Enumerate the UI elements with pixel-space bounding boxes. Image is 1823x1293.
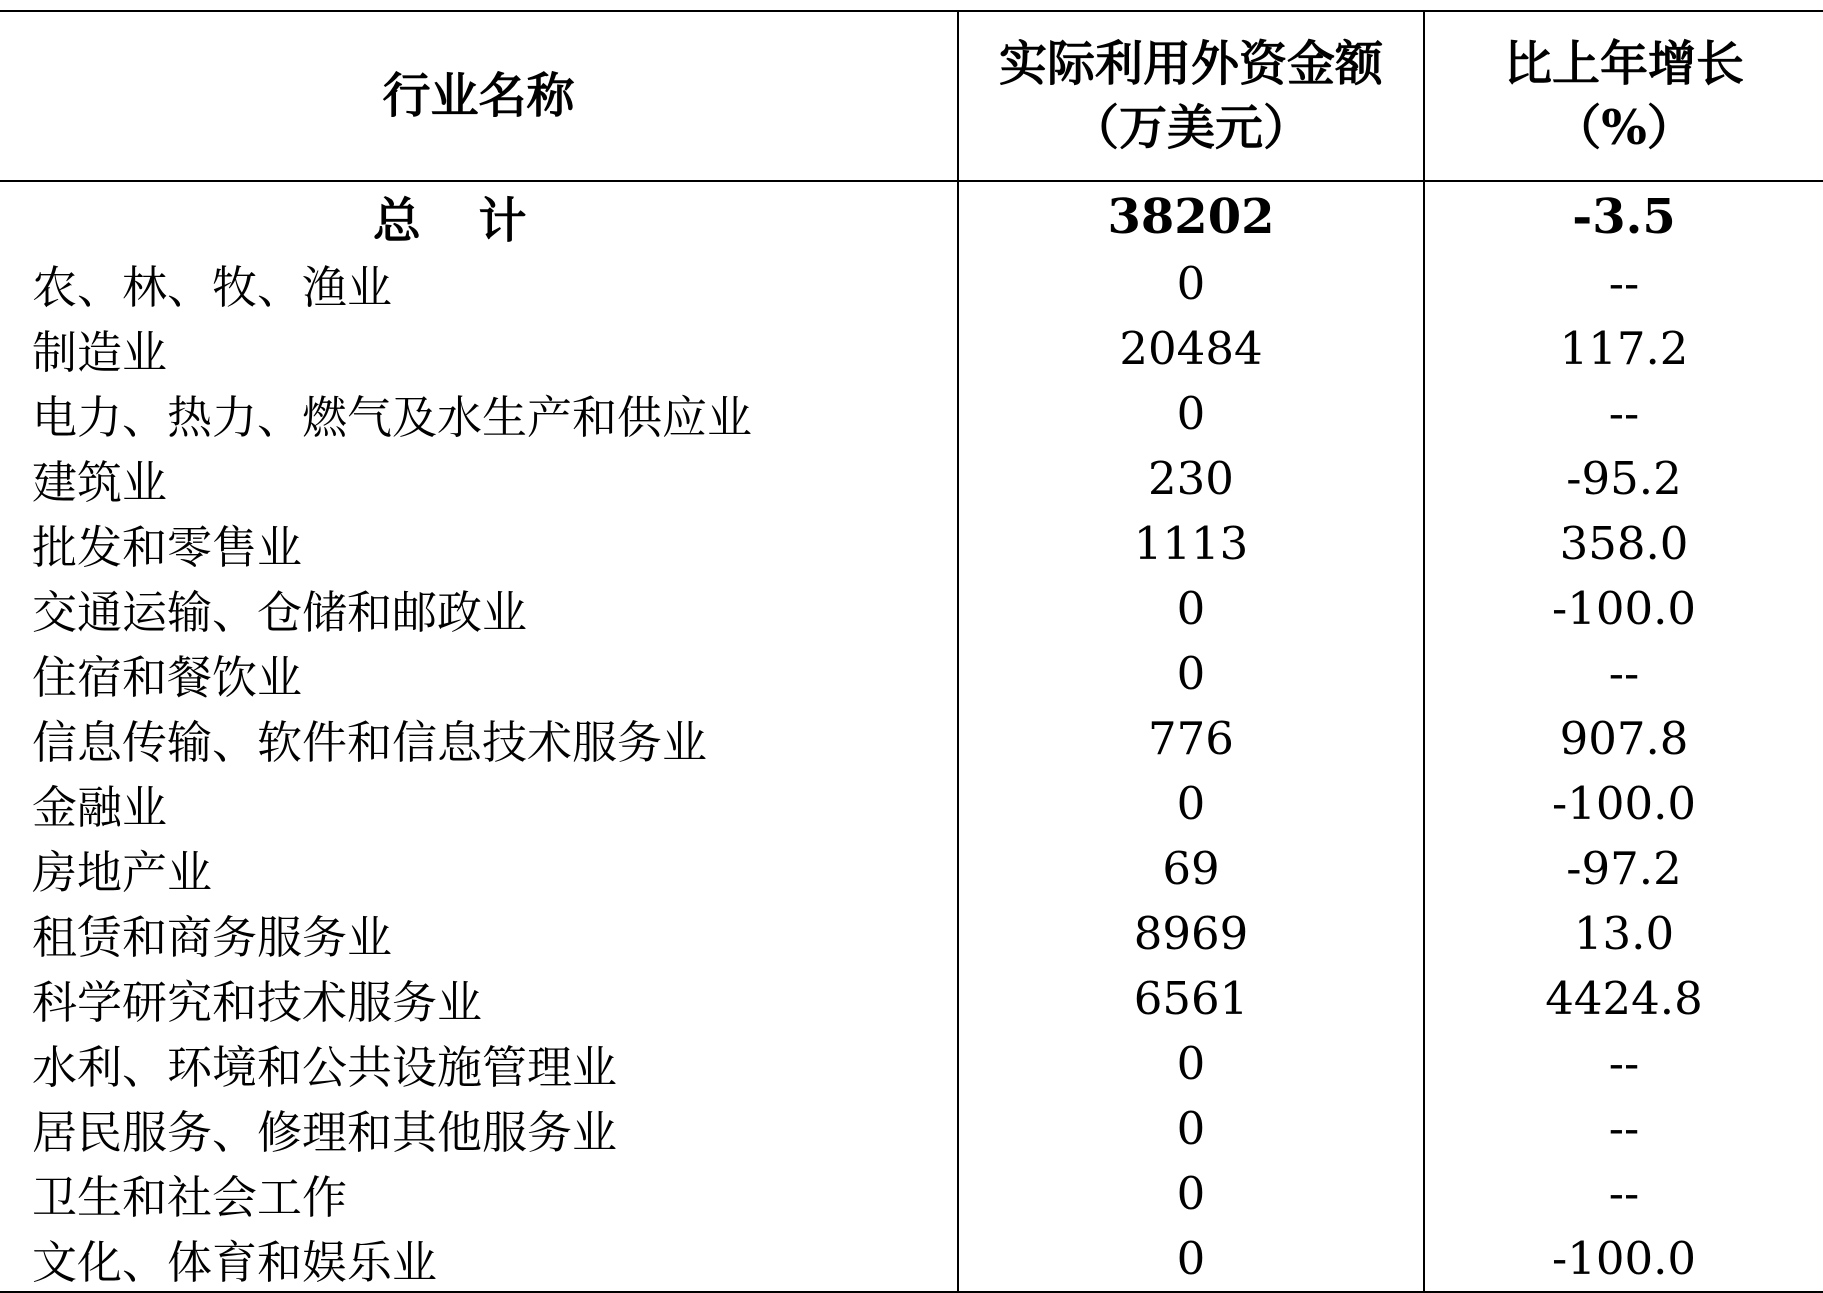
total-amount: 38202	[958, 181, 1424, 251]
industry-name-cell: 房地产业	[0, 836, 958, 901]
growth-cell: 13.0	[1573, 907, 1675, 960]
growth-cell: 4424.8	[1545, 972, 1703, 1025]
growth-cell: -100.0	[1551, 777, 1697, 830]
amount-cell: 0	[958, 381, 1424, 446]
header-amount-unit: （万美元）	[1070, 100, 1311, 156]
amount-cell: 0	[958, 576, 1424, 641]
table-row	[0, 251, 1823, 316]
amount-cell: 1113	[958, 511, 1424, 576]
amount-cell: 0	[958, 641, 1424, 706]
growth-cell: --	[1608, 257, 1640, 310]
amount-cell: 6561	[958, 966, 1424, 1031]
table-row	[0, 1031, 1823, 1096]
amount-cell: 0	[958, 1096, 1424, 1161]
table-row	[0, 1226, 1823, 1292]
growth-cell: -97.2	[1566, 842, 1682, 895]
industry-name-cell: 交通运输、仓储和邮政业	[0, 576, 958, 641]
total-row	[0, 181, 1823, 251]
industry-name-cell: 租赁和商务服务业	[0, 901, 958, 966]
industry-name-cell: 农、林、牧、渔业	[0, 251, 958, 316]
industry-name-cell: 信息传输、软件和信息技术服务业	[0, 706, 958, 771]
table-row	[0, 966, 1823, 1031]
amount-cell: 0	[958, 1226, 1424, 1292]
growth-cell: --	[1608, 1102, 1640, 1155]
table-row	[0, 576, 1823, 641]
industry-name-cell: 水利、环境和公共设施管理业	[0, 1031, 958, 1096]
table-row	[0, 316, 1823, 381]
header-industry-name-text: 行业名称	[382, 68, 575, 124]
amount-cell: 0	[958, 1161, 1424, 1226]
growth-cell: --	[1608, 1037, 1640, 1090]
header-growth-line1: 比上年增长	[1503, 36, 1744, 92]
amount-cell: 0	[958, 771, 1424, 836]
growth-cell: -100.0	[1551, 582, 1697, 635]
growth-cell: 358.0	[1559, 517, 1689, 570]
industry-name-cell: 电力、热力、燃气及水生产和供应业	[0, 381, 958, 446]
table-header	[0, 11, 1823, 181]
table-row	[0, 446, 1823, 511]
header-growth-unit: （%）	[1553, 100, 1695, 156]
header-row	[0, 11, 1823, 181]
amount-cell: 0	[958, 1031, 1424, 1096]
header-industry-name	[0, 11, 958, 181]
industry-name-cell: 居民服务、修理和其他服务业	[0, 1096, 958, 1161]
industry-name-cell: 金融业	[0, 771, 958, 836]
table-body	[0, 181, 1823, 1292]
industry-name-cell: 科学研究和技术服务业	[0, 966, 958, 1031]
industry-name-cell: 卫生和社会工作	[0, 1161, 958, 1226]
foreign-investment-table	[0, 10, 1823, 1293]
table-row	[0, 901, 1823, 966]
amount-cell: 20484	[958, 316, 1424, 381]
amount-cell: 8969	[958, 901, 1424, 966]
industry-name-cell: 批发和零售业	[0, 511, 958, 576]
growth-cell: --	[1608, 1167, 1640, 1220]
amount-cell: 230	[958, 446, 1424, 511]
table-row	[0, 771, 1823, 836]
header-amount-line1: 实际利用外资金额	[998, 36, 1383, 92]
table-row	[0, 641, 1823, 706]
growth-cell: 907.8	[1559, 712, 1689, 765]
growth-cell: -95.2	[1566, 452, 1682, 505]
amount-cell: 69	[958, 836, 1424, 901]
table-row	[0, 1096, 1823, 1161]
growth-cell: --	[1608, 647, 1640, 700]
table-row	[0, 836, 1823, 901]
table-row	[0, 511, 1823, 576]
table-row	[0, 381, 1823, 446]
amount-cell: 0	[958, 251, 1424, 316]
industry-name-cell: 住宿和餐饮业	[0, 641, 958, 706]
total-growth: -3.5	[1572, 188, 1676, 245]
industry-name-cell: 建筑业	[0, 446, 958, 511]
header-actual-foreign-investment	[958, 11, 1424, 181]
total-label: 总计	[0, 181, 958, 251]
industry-name-cell: 制造业	[0, 316, 958, 381]
growth-cell: 117.2	[1559, 322, 1689, 375]
growth-cell: --	[1608, 387, 1640, 440]
table-row	[0, 1161, 1823, 1226]
header-yoy-growth	[1424, 11, 1823, 181]
industry-name-cell: 文化、体育和娱乐业	[0, 1226, 958, 1292]
amount-cell: 776	[958, 706, 1424, 771]
table-row	[0, 706, 1823, 771]
growth-cell: -100.0	[1424, 1226, 1823, 1292]
